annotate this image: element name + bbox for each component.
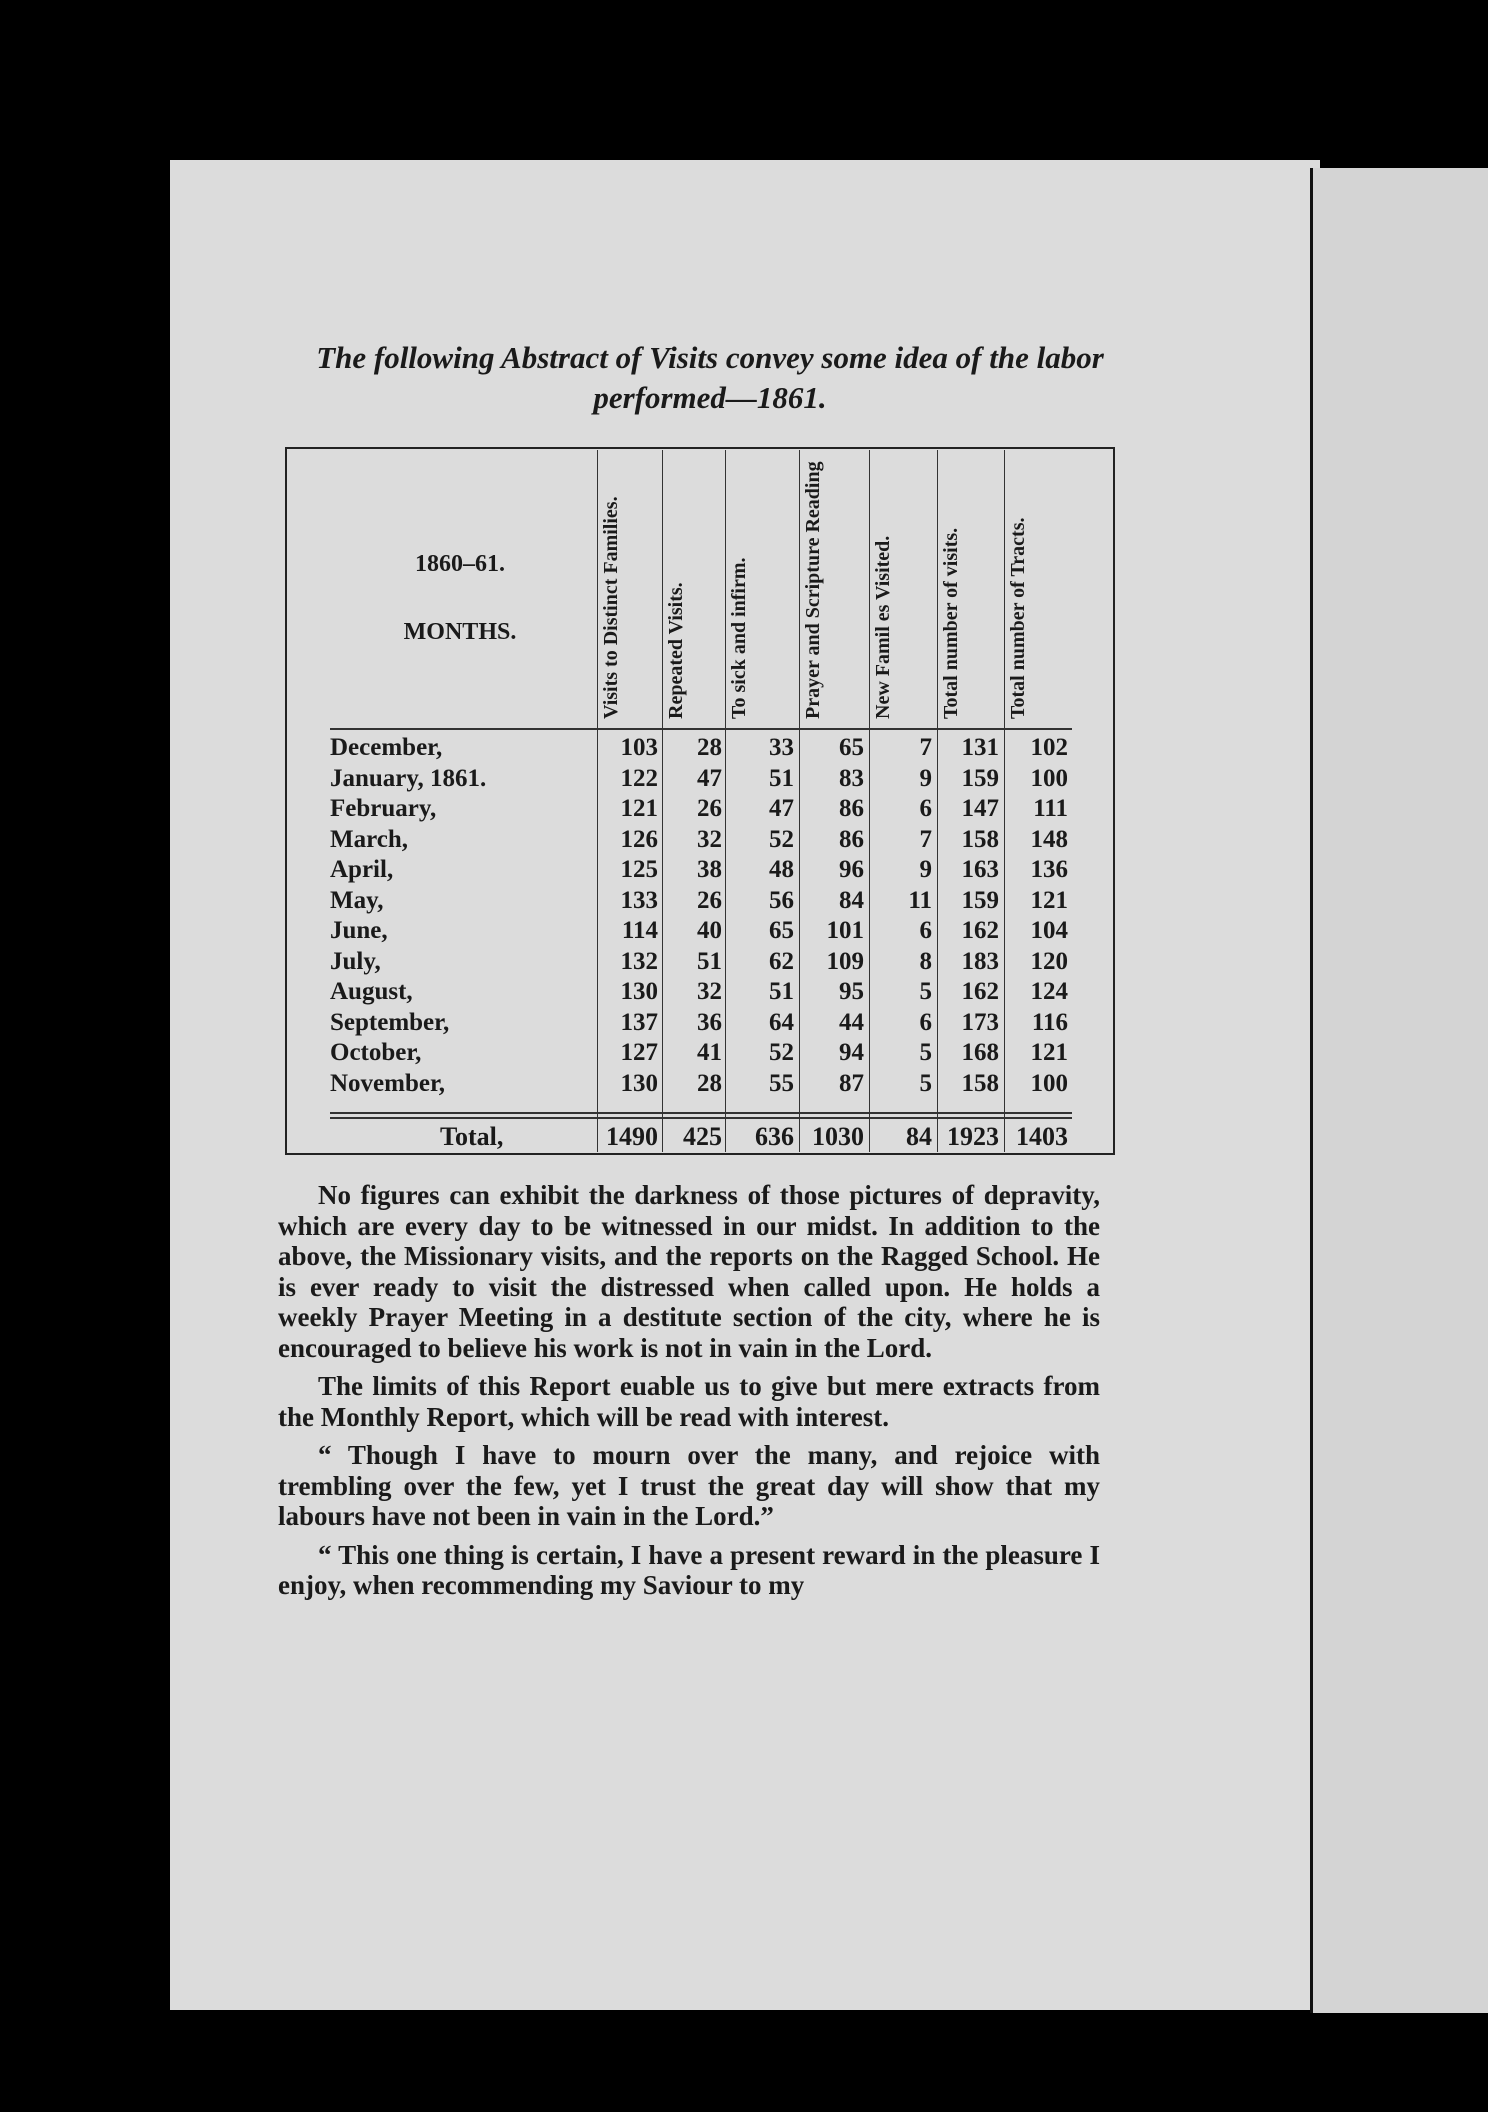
column-header (940, 455, 1003, 725)
cell-value: 6 (919, 795, 932, 822)
cell-value: 8 (919, 947, 932, 975)
cell-value: 109 (826, 947, 864, 975)
cell-value: 425 (683, 1122, 722, 1151)
cell-value: 158 (961, 1069, 999, 1097)
cell-value: 44 (839, 1008, 864, 1036)
cell-value: 116 (1031, 1008, 1068, 1036)
column-header (872, 455, 936, 725)
cell-value: 131 (961, 734, 999, 761)
cell-value: 33 (769, 734, 794, 761)
cell-value: 6 (919, 917, 932, 944)
cell-value: 6 (919, 1008, 932, 1036)
cell-value: 148 (1030, 825, 1068, 853)
cell-value: 9 (919, 764, 932, 792)
row-divider (330, 1117, 1072, 1119)
column-header-label: Visits to Distinct Families. (600, 496, 622, 719)
cell-value: 101 (826, 917, 864, 944)
cell-value: 55 (769, 1069, 794, 1097)
month-label: December, (330, 734, 443, 761)
cell-value: 52 (769, 1039, 794, 1066)
column-header (1007, 455, 1072, 725)
table-row (330, 1069, 1090, 1099)
cell-value: 183 (961, 947, 999, 975)
cell-value: 87 (839, 1069, 864, 1097)
column-header (600, 455, 662, 725)
cell-value: 95 (839, 978, 864, 1005)
row-divider (330, 1112, 1072, 1114)
month-label: April, (330, 856, 394, 883)
cell-value: 83 (839, 764, 864, 792)
cell-value: 84 (906, 1122, 932, 1151)
cell-value: 7 (919, 825, 932, 853)
cell-value: 96 (839, 856, 864, 883)
cell-value: 47 (769, 795, 794, 822)
cell-value: 11 (908, 886, 932, 914)
column-header (728, 455, 798, 725)
cell-value: 137 (620, 1008, 658, 1036)
cell-value: 103 (620, 734, 658, 761)
month-label: May, (330, 886, 384, 914)
column-header-label: Total number of visits. (940, 527, 962, 719)
cell-value: 126 (620, 825, 658, 853)
column-header-label: Prayer and Scripture Reading (802, 461, 824, 719)
cell-value: 136 (1030, 856, 1068, 883)
cell-value: 120 (1030, 947, 1068, 975)
month-label: March, (330, 825, 408, 853)
cell-value: 159 (961, 886, 999, 914)
cell-value: 125 (620, 856, 658, 883)
paragraph: “ This one thing is certain, I have a present reward in the pleasure I enjoy, when recommending my Saviour to my (278, 1539, 1100, 1600)
cell-value: 100 (1030, 1069, 1068, 1097)
cell-value: 162 (961, 978, 999, 1005)
cell-value: 1403 (1016, 1122, 1068, 1151)
table-row (330, 1008, 1090, 1038)
facing-page-edge (1310, 168, 1488, 2013)
cell-value: 84 (839, 886, 864, 914)
paragraph: No figures can exhibit the darkness of those pictures of depravity, which are every day to be witnessed in our midst. In addition to the above, the Missionary visits, and the reports on the Ragged School. He is ever ready to visit the distressed when called upon. He holds a weekly Prayer Meeting in a destitute section of the city, where he is encouraged to believe his work is not in vain in the Lord. (278, 1180, 1100, 1363)
page-heading: The following Abstract of Visits convey some idea of the labor performed—1861. (316, 340, 1104, 415)
cell-value: 38 (697, 856, 722, 883)
paragraph: The limits of this Report euable us to give but mere extracts from the Monthly Report, which will be read with interest. (278, 1371, 1100, 1432)
cell-value: 41 (697, 1039, 722, 1066)
cell-value: 26 (697, 795, 722, 822)
month-label: August, (330, 978, 413, 1005)
table-row (330, 764, 1090, 794)
cell-value: 5 (919, 978, 932, 1005)
cell-value: 162 (961, 917, 999, 944)
column-header-label: New Famil es Visited. (872, 535, 894, 719)
cell-value: 32 (697, 825, 722, 853)
cell-value: 121 (1030, 886, 1068, 914)
total-row (330, 1122, 1090, 1152)
months-label: MONTHS. (403, 619, 517, 645)
month-label: June, (330, 917, 388, 944)
column-header-label: Repeated Visits. (665, 582, 687, 719)
total-label: Total, (440, 1122, 504, 1151)
cell-value: 163 (961, 856, 999, 883)
cell-value: 5 (919, 1039, 932, 1066)
cell-value: 28 (697, 734, 722, 761)
body-text (278, 1180, 1100, 1609)
cell-value: 56 (769, 886, 794, 914)
cell-value: 62 (769, 947, 794, 975)
column-header-label: To sick and infirm. (728, 557, 750, 719)
cell-value: 52 (769, 825, 794, 853)
cell-value: 7 (919, 734, 932, 761)
month-label: January, 1861. (330, 764, 487, 792)
cell-value: 104 (1030, 917, 1068, 944)
cell-value: 636 (755, 1122, 794, 1151)
cell-value: 1030 (812, 1122, 864, 1151)
month-label: September, (330, 1008, 450, 1036)
cell-value: 47 (697, 764, 722, 792)
table-row (330, 1038, 1090, 1068)
cell-value: 48 (769, 856, 794, 883)
table-row (330, 916, 1090, 946)
cell-value: 159 (961, 764, 999, 792)
cell-value: 132 (620, 947, 658, 975)
cell-value: 86 (839, 795, 864, 822)
month-label: November, (330, 1069, 446, 1097)
cell-value: 158 (961, 825, 999, 853)
cell-value: 133 (620, 886, 658, 914)
cell-value: 40 (697, 917, 722, 944)
cell-value: 121 (1030, 1039, 1068, 1066)
paragraph: “ Though I have to mourn over the many, and rejoice with trembling over the few, yet I trust the great day will show that my labours have not been in vain in the Lord.” (278, 1440, 1100, 1531)
table-row (330, 733, 1090, 763)
cell-value: 114 (621, 917, 658, 944)
cell-value: 100 (1030, 764, 1068, 792)
cell-value: 28 (697, 1069, 722, 1097)
table-row (330, 977, 1090, 1007)
cell-value: 86 (839, 825, 864, 853)
table-row (330, 947, 1090, 977)
cell-value: 51 (769, 764, 794, 792)
cell-value: 65 (769, 917, 794, 944)
table-header-left (355, 530, 565, 666)
year-label: 1860–61. (415, 551, 505, 577)
table-row (330, 855, 1090, 885)
table-row (330, 794, 1090, 824)
cell-value: 65 (839, 734, 864, 761)
cell-value: 111 (1033, 795, 1068, 822)
cell-value: 122 (620, 764, 658, 792)
cell-value: 1923 (947, 1122, 999, 1151)
cell-value: 102 (1030, 734, 1068, 761)
cell-value: 51 (769, 978, 794, 1005)
cell-value: 5 (919, 1069, 932, 1097)
month-label: February, (330, 795, 437, 822)
cell-value: 121 (620, 795, 658, 822)
column-header (802, 455, 868, 725)
cell-value: 147 (961, 795, 999, 822)
table-row (330, 886, 1090, 916)
cell-value: 130 (620, 978, 658, 1005)
cell-value: 51 (697, 947, 722, 975)
column-header-label: Total number of Tracts. (1007, 517, 1029, 719)
cell-value: 1490 (606, 1122, 658, 1151)
row-divider (330, 728, 1072, 730)
cell-value: 26 (697, 886, 722, 914)
cell-value: 9 (919, 856, 932, 883)
cell-value: 32 (697, 978, 722, 1005)
cell-value: 36 (697, 1008, 722, 1036)
cell-value: 127 (620, 1039, 658, 1066)
cell-value: 124 (1030, 978, 1068, 1005)
cell-value: 130 (620, 1069, 658, 1097)
month-label: October, (330, 1039, 422, 1066)
cell-value: 168 (961, 1039, 999, 1066)
month-label: July, (330, 947, 381, 975)
cell-value: 173 (961, 1008, 999, 1036)
cell-value: 64 (769, 1008, 794, 1036)
cell-value: 94 (839, 1039, 864, 1066)
table-row (330, 825, 1090, 855)
column-header (665, 455, 726, 725)
